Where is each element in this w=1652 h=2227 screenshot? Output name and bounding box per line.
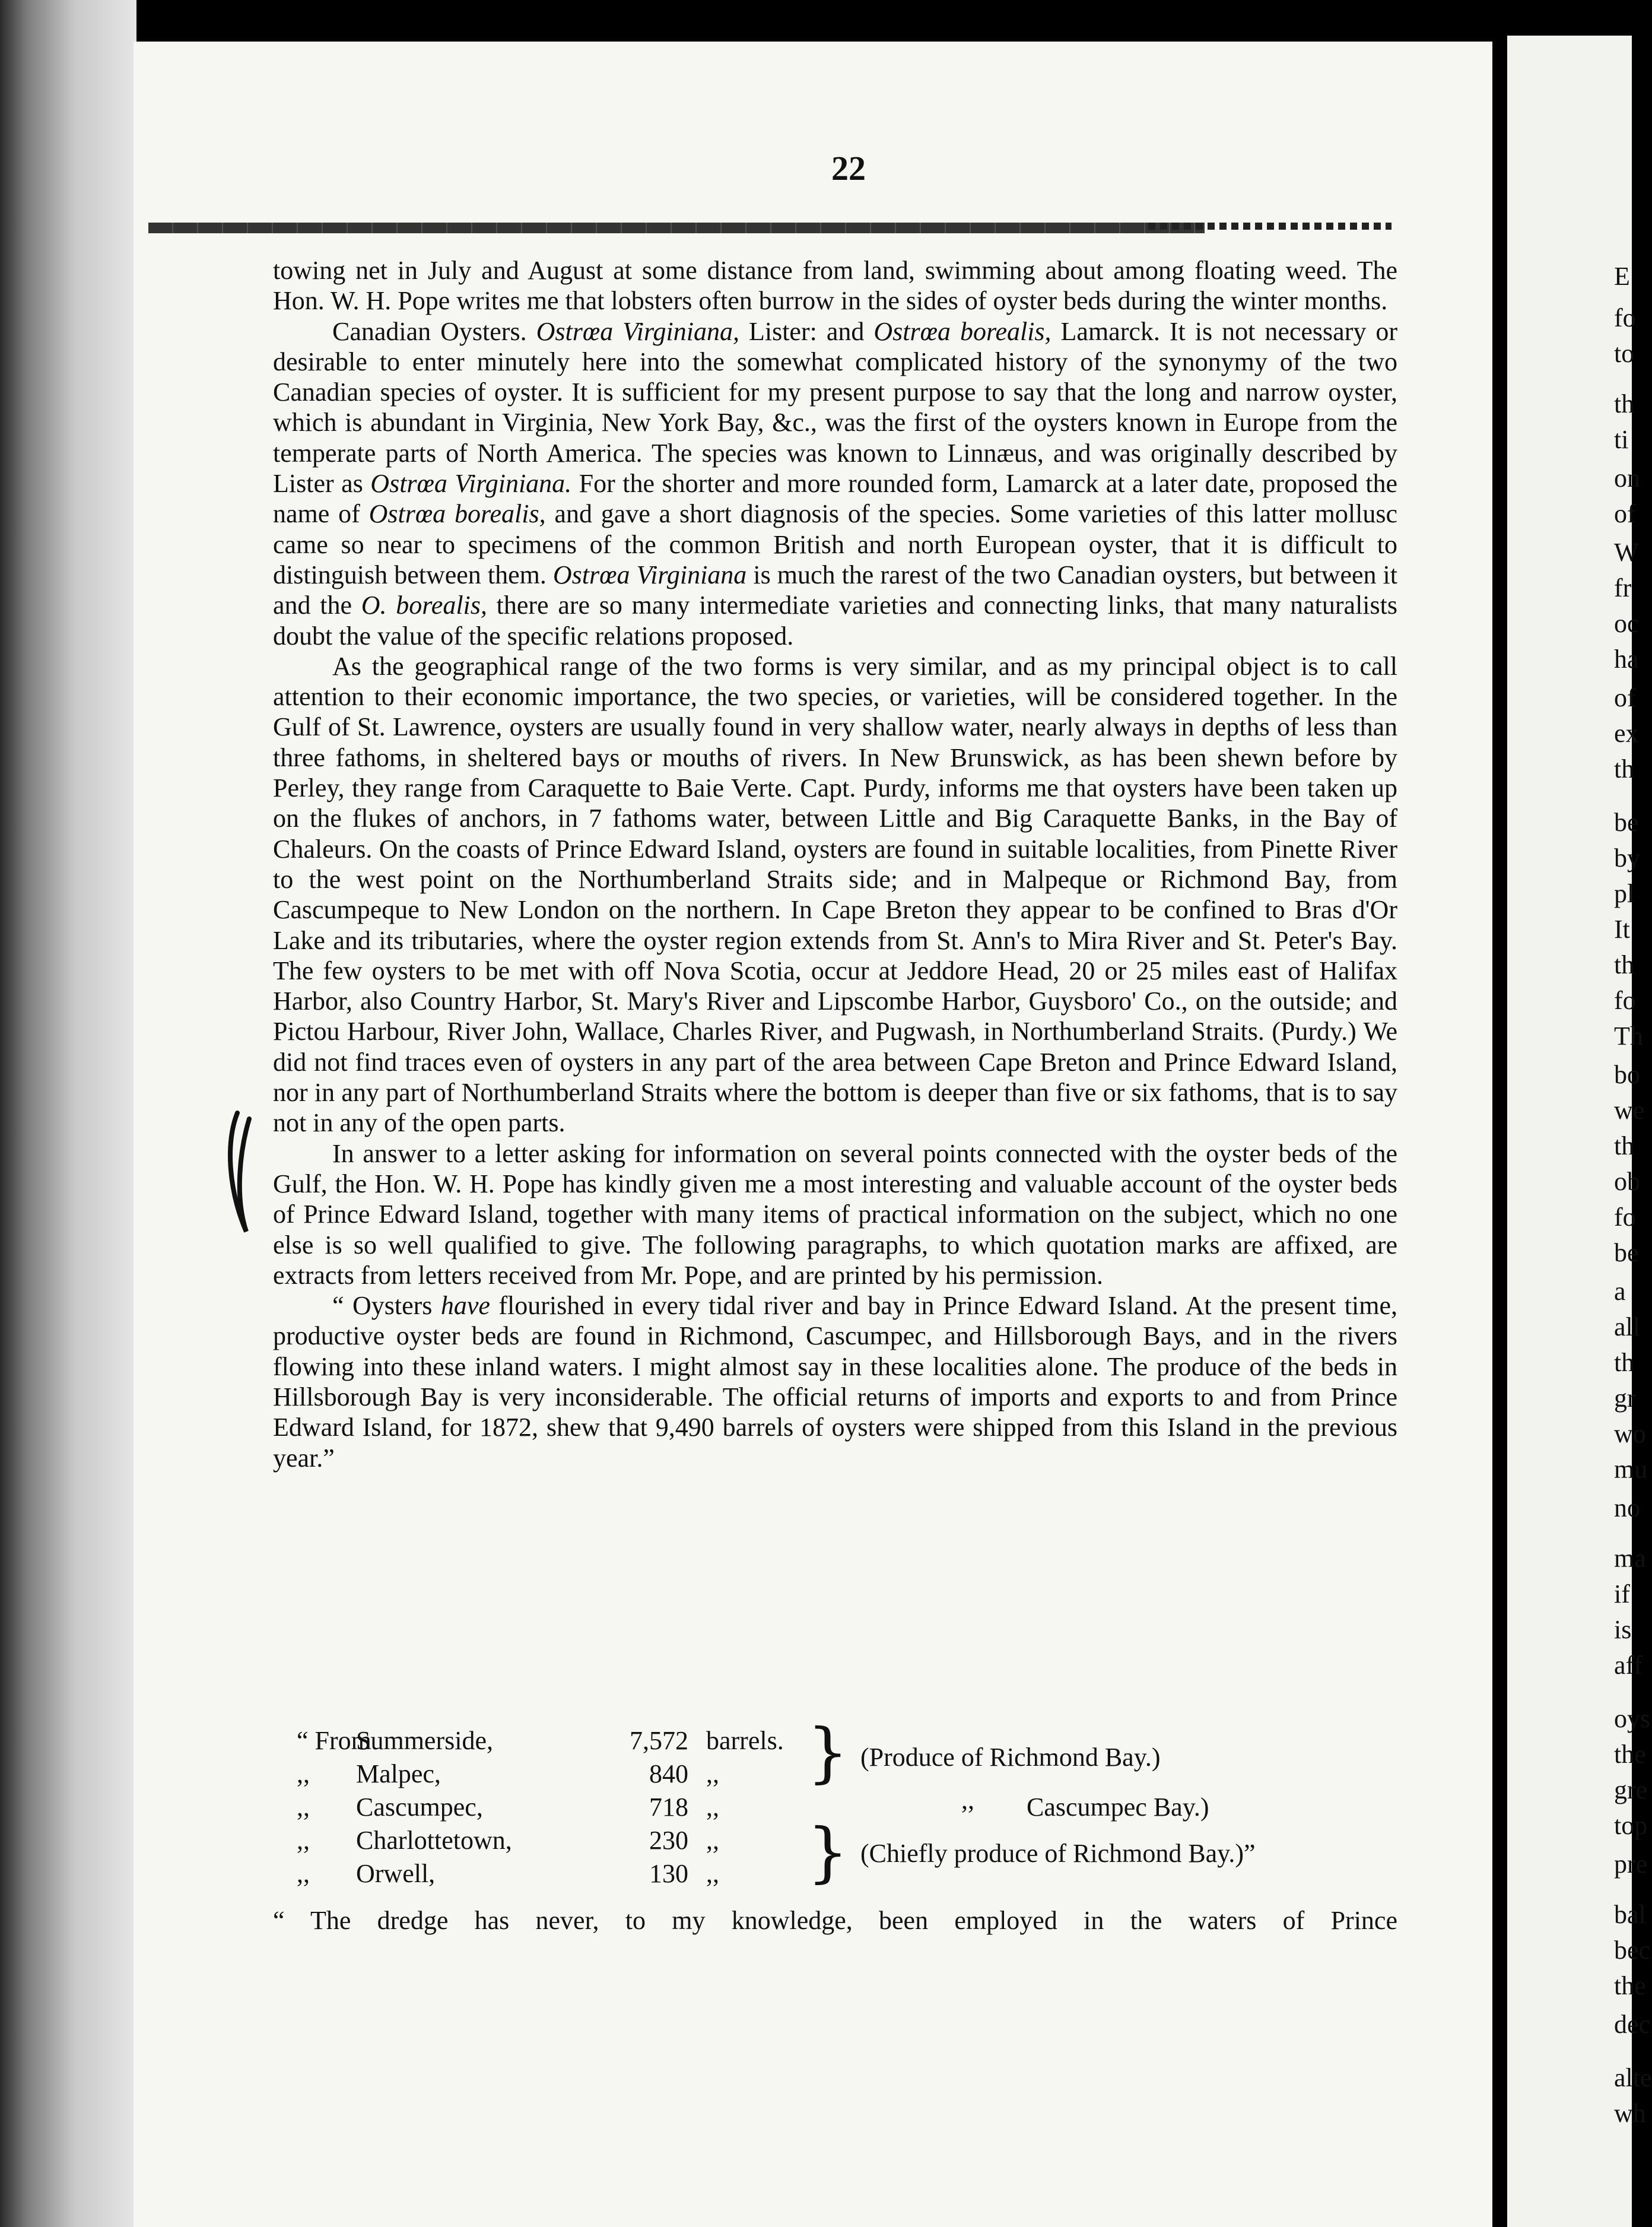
ditto-prefix: “ From (297, 1726, 371, 1755)
next-page-fragment: gre (1614, 1775, 1648, 1804)
next-page-fragment: E (1614, 262, 1630, 291)
next-page-fragment: top (1614, 1811, 1648, 1840)
next-page-fragment: dec (1614, 2010, 1651, 2039)
next-page-fragment: fr (1614, 573, 1632, 602)
shipment-table (273, 1714, 1397, 1890)
next-page-fragment: th (1614, 1131, 1635, 1160)
next-page-fragment: be (1614, 1238, 1639, 1267)
next-page-fragment: oc (1614, 609, 1639, 638)
next-page-fragment: th (1614, 1348, 1635, 1377)
text-run: “ Oysters (332, 1291, 441, 1321)
emphasis: have (440, 1291, 490, 1321)
paragraph-4: In answer to a letter asking for information on several points connected with the oyster beds of the Gulf, the Hon. W. H. Pope has kindly given me a most interesting and valuable account of the oyster beds of Prince Edward Island, together with many items of practical information on the subject, which no one else is so well qualified to give. The following paragraphs, to which quotation marks are affixed, are extracts from letters received from Mr. Pope, and are printed by his permission. (273, 1138, 1397, 1290)
next-page-fragment: is (1614, 1615, 1632, 1644)
next-page-fragment: fo (1614, 986, 1636, 1015)
species-name: Ostrœa Virginiana, (536, 316, 739, 346)
note-chiefly: (Chiefly produce of Richmond Bay.)” (860, 1839, 1256, 1868)
next-page-fragment: of (1614, 683, 1636, 712)
next-page-fragment: fo (1614, 1203, 1636, 1232)
continued-paragraph: “ The dredge has never, to my knowledge, been employed in the waters of Prince (273, 1906, 1397, 1935)
ditto-prefix: ,, (297, 1793, 310, 1822)
text-run: flourished in every tidal river and bay in Prince Edward Island. At the present time, productive oyster beds are found in Richmond, Cascumpec, and Hillsborough Bays, and in the rivers flowing into these inland waters. I might almost say in these localities alone. The produce of the beds in Hillsborough Bay is very inconsiderable. The official returns of imports and exports to and from Prince Edward Island, for 1872, shew that 9,490 barrels of oysters were shipped from this Island in the previous year.” (273, 1291, 1397, 1473)
next-page-fragment: wo (1614, 1419, 1646, 1448)
next-page-fragment: fo (1614, 303, 1636, 332)
barrel-count: 130 (649, 1859, 688, 1888)
text-run: is much the rarest of the two Canadian oysters, but between it and the (273, 560, 1398, 620)
next-page-fragment: th (1614, 754, 1635, 783)
next-page-fragment: bec (1614, 1936, 1651, 1965)
next-page-fragment: of (1614, 499, 1636, 528)
port-name: Charlottetown, (356, 1826, 512, 1855)
next-page-fragment: gr (1614, 1384, 1636, 1413)
next-page-fragment: mu (1614, 1455, 1648, 1484)
scan-edge-left (0, 0, 136, 2227)
next-page-fragment: aff (1614, 1651, 1643, 1680)
next-page-fragment: we (1614, 1096, 1645, 1125)
next-page-fragment: W (1614, 538, 1639, 567)
note-cascumpec: Cascumpec Bay.) (1027, 1793, 1209, 1822)
text-run: Lister: and (739, 316, 874, 346)
next-page-fragment: ob (1614, 1167, 1640, 1196)
next-page-fragment: pre (1614, 1850, 1648, 1879)
handwritten-margin-mark (214, 1107, 261, 1261)
text-run: there are so many intermediate varieties and connecting links, that many naturalists doubt the value of the specific relations proposed. (273, 591, 1397, 651)
next-page-fragment: all (1614, 1312, 1640, 1341)
next-page-fragment: wh (1614, 2099, 1646, 2128)
next-page-fragment: ha (1614, 645, 1639, 674)
unit: ,, (706, 1826, 719, 1855)
next-page-fragment: if (1614, 1579, 1630, 1609)
ditto-prefix: ,, (297, 1859, 310, 1888)
next-page-fragment: no (1614, 1493, 1640, 1522)
text-run: For the shorter and more rounded form, Lamarck at a later date, proposed the name of (273, 469, 1397, 529)
paragraph-3: As the geographical range of the two forms is very similar, and as my principal object is to call attention to their economic importance, the two species, or varieties, will be considered together. In the Gulf of St. Lawrence, oysters are usually found in very shallow water, nearly always in depths of less than three fathoms, in sheltered bays or mouths of rivers. In New Brunswick, as has been shewn before by Perley, they range from Caraquette to Baie Verte. Capt. Purdy, informs me that oysters have been taken up on the flukes of anchors, in 7 fathoms water, between Little and Big Caraquette Banks, in the Bay of Chaleurs. On the coasts of Prince Edward Island, oysters are found in suitable localities, from Pinette River to the west point on the Northumberland Straits side; and in Malpeque or Richmond Bay, from Cascumpeque to New London on the northern. In Cape Breton they appear to be confined to Bras d'Or Lake and its tributaries, where the oyster region extends from St. Ann's to Mira River and St. Peter's Bay. The few oysters to be met with off Nova Scotia, occur at Jeddore Head, 20 or 25 miles east of Halifax Harbor, also Country Harbor, St. Mary's River and Lipscombe Harbor, Guysboro' Co., on the outside; and Pictou Harbour, River John, Wallace, Charles River, and Pugwash, in Northumberland Straits. (Purdy.) We did not find traces even of oysters in any part of the area between Cape Breton and Prince Edward Island, nor in any part of Northumberland Straits where the bottom is deeper than five or six fathoms, that is to say not in any of the open parts. (273, 651, 1397, 1138)
paragraph-2 (273, 316, 1397, 651)
next-page-fragment: to (1614, 339, 1635, 368)
next-page-fragment: bo (1614, 1060, 1640, 1089)
note-richmond: (Produce of Richmond Bay.) (860, 1743, 1161, 1772)
header-rule-dotted (1148, 223, 1392, 230)
text-run: It is not necessary or desirable to enter minutely here into the somewhat complicated history of the synonymy of the two Canadian species of oyster. It is sufficient for my present purpose to say that the long and narrow oyster, which is abundant in Virginia, New York Bay, &c., was the first of the oysters known in Europe from the temperate parts of North America. The species was known to Linnæus, and was originally described by Lister as (273, 316, 1398, 499)
brace-icon: } (807, 1714, 849, 1790)
next-page-fragment: ex (1614, 719, 1639, 748)
adjacent-page-edge (1507, 36, 1652, 2227)
text-run: Lamarck. (1051, 316, 1160, 346)
barrel-count: 230 (649, 1826, 688, 1855)
ditto-prefix: ,, (297, 1759, 310, 1788)
next-page-fragment: by (1614, 843, 1640, 873)
ditto-prefix: ,, (297, 1826, 310, 1855)
species-name: O. borealis, (361, 591, 487, 620)
next-page-fragment: ma (1614, 1544, 1646, 1573)
body-text (273, 255, 1397, 1473)
next-page-fragment: It (1614, 915, 1630, 944)
book-gutter (1492, 0, 1507, 2227)
port-name: Cascumpec, (356, 1793, 483, 1822)
brace-icon: } (807, 1814, 849, 1890)
header-rule (148, 223, 1205, 233)
species-name: Ostrœa Virginiana. (370, 469, 572, 499)
text-run: and gave a short diagnosis of the species. Some varieties of this latter mollusc came so near to specimens of the common British and north European oyster, that it is difficult to distinguish between them. (273, 499, 1398, 589)
unit: ,, (706, 1793, 719, 1822)
unit: ,, (706, 1859, 719, 1888)
unit: ,, (706, 1759, 719, 1788)
next-page-fragment: th (1614, 950, 1635, 979)
next-page-fragment: alte (1614, 2063, 1652, 2092)
port-name: Malpec, (356, 1759, 441, 1788)
species-name: Ostrœa Virginiana (552, 560, 747, 589)
barrel-count: 718 (649, 1793, 688, 1822)
species-name: Ostrœa borealis, (873, 316, 1051, 346)
note-ditto: ,, (961, 1785, 974, 1814)
paragraph-1: towing net in July and August at some distance from land, swimming about among floating weed. The Hon. W. H. Pope writes me that lobsters often burrow in the sides of oyster beds during the winter months. (273, 256, 1397, 316)
next-page-fragment: Th (1614, 1021, 1643, 1051)
page-number: 22 (831, 149, 866, 188)
next-page-fragment: the (1614, 1740, 1646, 1769)
port-name: Summerside, (356, 1726, 493, 1755)
port-name: Orwell, (356, 1859, 436, 1888)
barrel-count: 840 (649, 1759, 688, 1788)
paragraph-5 (273, 1290, 1397, 1473)
next-page-fragment: oys (1614, 1704, 1651, 1733)
next-page-fragment: a (1614, 1277, 1626, 1306)
next-page-fragment: on (1614, 464, 1640, 493)
section-heading: Canadian Oysters. (332, 316, 527, 346)
species-name: Ostrœa borealis, (368, 499, 546, 529)
next-page-fragment: be (1614, 808, 1639, 837)
next-page-fragment: bal (1614, 1900, 1646, 1929)
next-page-fragment: th (1614, 389, 1635, 418)
next-page-fragment: the (1614, 1971, 1646, 2000)
barrel-count: 7,572 (630, 1726, 688, 1755)
next-page-fragment: ti (1614, 425, 1629, 454)
unit: barrels. (706, 1726, 784, 1755)
next-page-fragment: pl (1614, 879, 1635, 908)
